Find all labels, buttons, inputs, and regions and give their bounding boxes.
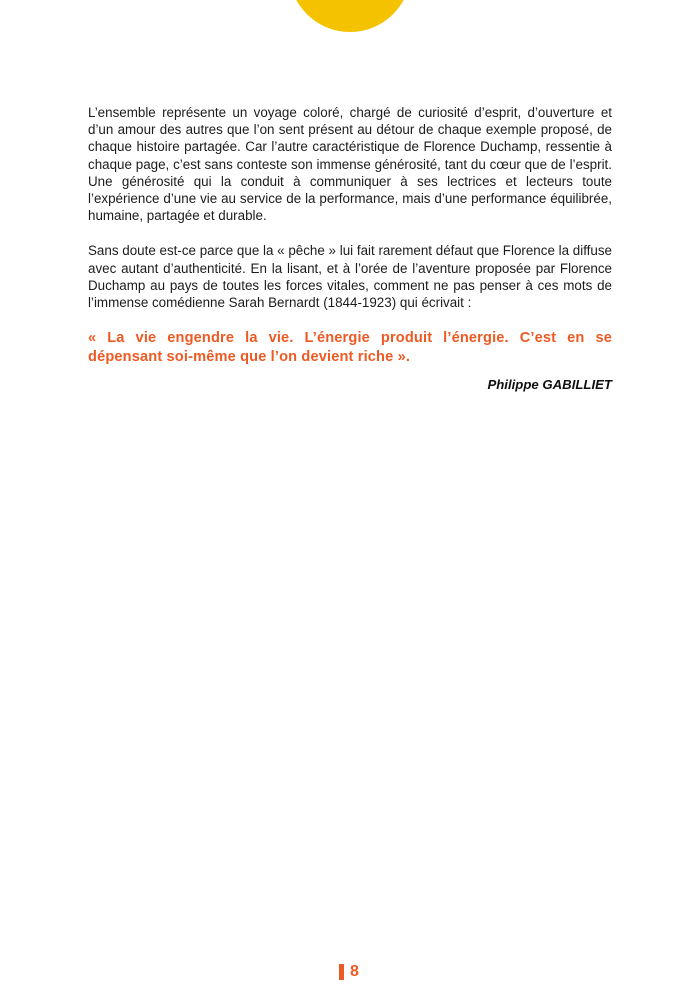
page-marker-bar bbox=[339, 964, 344, 980]
decorative-yellow-circle bbox=[289, 0, 411, 32]
highlighted-quote: « La vie engendre la vie. L’énergie produit l’énergie. C’est en se dépensant soi-même que l’on devient riche ». bbox=[88, 330, 612, 366]
page-number-text: 8 bbox=[350, 963, 359, 980]
page-number bbox=[339, 962, 359, 982]
body-paragraph-2: Sans doute est-ce parce que la « pêche » lui fait rarement défaut que Florence la diffuse avec autant d’authenticité. En la lisant, et à l’orée de l’aventure proposée par Florence Duchamp au pays de toutes les forces vitales, comment ne pas penser à ces mots de l’immense comédienne Sarah Bernardt (1844-1923) qui écrivait : bbox=[88, 243, 612, 311]
text-block bbox=[88, 104, 612, 392]
author-signature: Philippe GABILLIET bbox=[487, 377, 612, 393]
body-paragraph-1: L’ensemble représente un voyage coloré, chargé de curiosité d’esprit, d’ouverture et d’un amour des autres que l’on sent présent au détour de chaque exemple proposé, de chaque histoire partagée. Car l’autre caractéristique de Florence Duchamp, ressentie à chaque page, c’est sans conteste son immense générosité, tant du cœur que de l’esprit. Une générosité qui la conduit à communiquer à ses lectrices et lecteurs toute l’expérience d’une vie au service de la performance, mais d’une performance équilibrée, humaine, partagée et durable. bbox=[88, 105, 612, 224]
